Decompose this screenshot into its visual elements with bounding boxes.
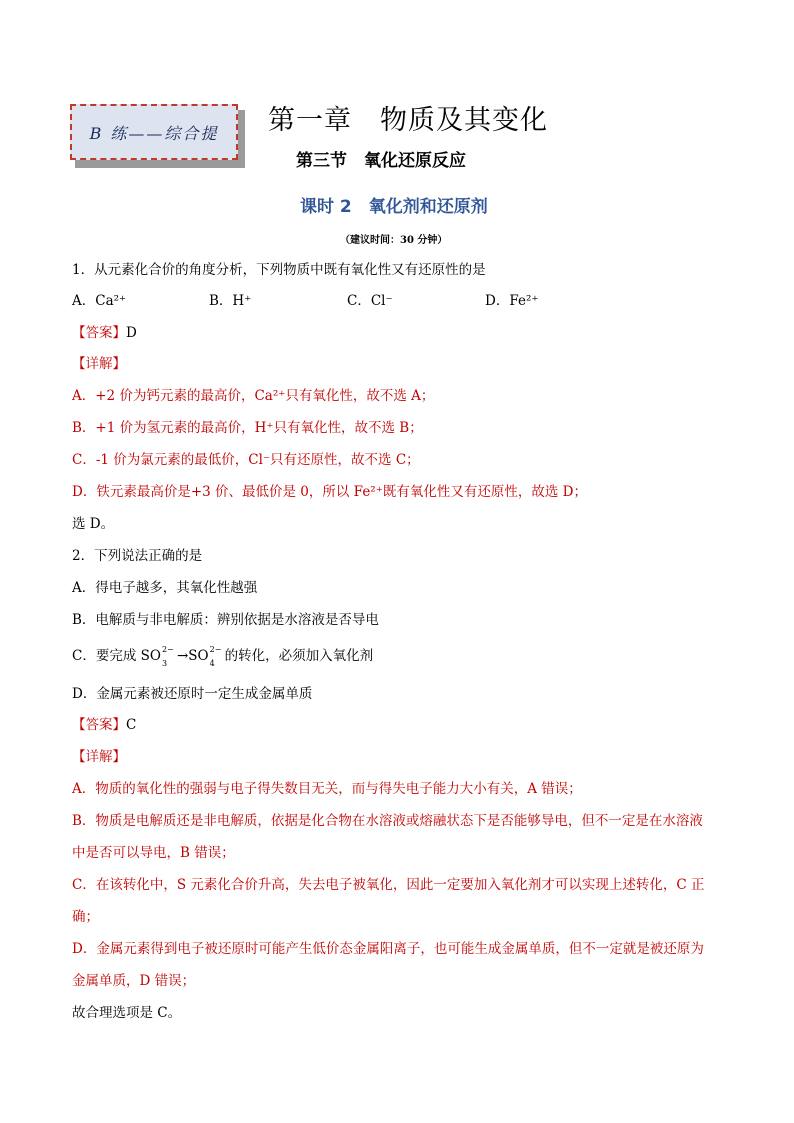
section-title: 第三节 氧化还原反应 [296, 151, 466, 171]
q1-detail-tag: 【详解】 [72, 356, 126, 372]
q1-answer [72, 323, 734, 343]
q2-option-d: D．金属元素被还原时一定生成金属单质 [72, 686, 313, 702]
q2-detail-a: A．物质的氧化性的强弱与电子得失数目无关，而与得失电子能力大小有关，A 错误； [72, 781, 582, 797]
q1-conclusion: 选 D。 [72, 516, 115, 532]
q1-detail-a: A．+2 价为钙元素的最高价，Ca²⁺只有氧化性，故不选 A； [72, 388, 435, 404]
q2-option-a: A．得电子越多，其氧化性越强 [72, 580, 258, 596]
q1-detail-d: D．铁元素最高价是+3 价、最低价是 0，所以 Fe²⁺既有氧化性又有还原性，故选 D； [72, 484, 587, 500]
q2-detail-c-1: C．在该转化中，S 元素化合价升高，失去电子被氧化，因此一定要加入氧化剂才可以实现上述转化，C 正 [72, 877, 705, 893]
q1-option-d: D．Fe²⁺ [485, 293, 539, 309]
reaction-arrow: → [176, 648, 189, 664]
q2-option-c [72, 646, 734, 666]
q1-answer-value: D [126, 325, 137, 341]
q2-option-b: B．电解质与非电解质：辨别依据是水溶液是否导电 [72, 612, 379, 628]
q2-answer [72, 715, 734, 735]
lesson-title: 课时 2 氧化剂和还原剂 [300, 197, 488, 217]
q2-detail-d-2: 金属单质，D 错误； [72, 973, 196, 989]
q1-option-c: C．Cl⁻ [347, 293, 393, 309]
q2-option-c-prefix: C．要完成 [72, 648, 137, 664]
practice-level-badge: B 练——综合提 [70, 104, 238, 160]
suggested-time: （建议时间：30 分钟） [340, 235, 448, 246]
q2-option-c-tail: 的转化，必须加入氧化剂 [224, 648, 374, 664]
q2-detail-c-2: 确； [72, 909, 99, 925]
q2-detail-b-1: B．物质是电解质还是非电解质，依据是化合物在水溶液或熔融状态下是否能够导电，但不一定是在水溶液 [72, 813, 703, 829]
sulfite-ion: SO 2− 3 [140, 645, 174, 668]
sulfate-ion: SO 2− 4 [188, 645, 222, 668]
chapter-title: 第一章 物质及其变化 [268, 105, 548, 136]
q2-detail-d-1: D．金属元素得到电子被还原时可能产生低价态金属阳离子，也可能生成金属单质，但不一定就是被还原为 [72, 941, 704, 957]
q2-answer-value: C [126, 717, 137, 733]
q2-conclusion: 故合理选项是 C。 [72, 1005, 182, 1021]
q1-detail-b: B．+1 价为氢元素的最高价，H⁺只有氧化性，故不选 B； [72, 420, 423, 436]
q2-detail-b-2: 中是否可以导电，B 错误； [72, 845, 235, 861]
q1-option-b: B．H⁺ [209, 293, 252, 309]
q1-options [72, 291, 734, 311]
q2-detail-tag: 【详解】 [72, 749, 126, 765]
q1-option-a: A．Ca²⁺ [72, 293, 127, 309]
q2-answer-tag: 【答案】 [72, 717, 126, 733]
q2-stem: 2．下列说法正确的是 [72, 548, 203, 564]
q1-answer-tag: 【答案】 [72, 325, 126, 341]
q1-detail-c: C．-1 价为氯元素的最低价，Cl⁻只有还原性，故不选 C； [72, 452, 420, 468]
q1-stem: 1．从元素化合价的角度分析，下列物质中既有氧化性又有还原性的是 [72, 262, 486, 278]
